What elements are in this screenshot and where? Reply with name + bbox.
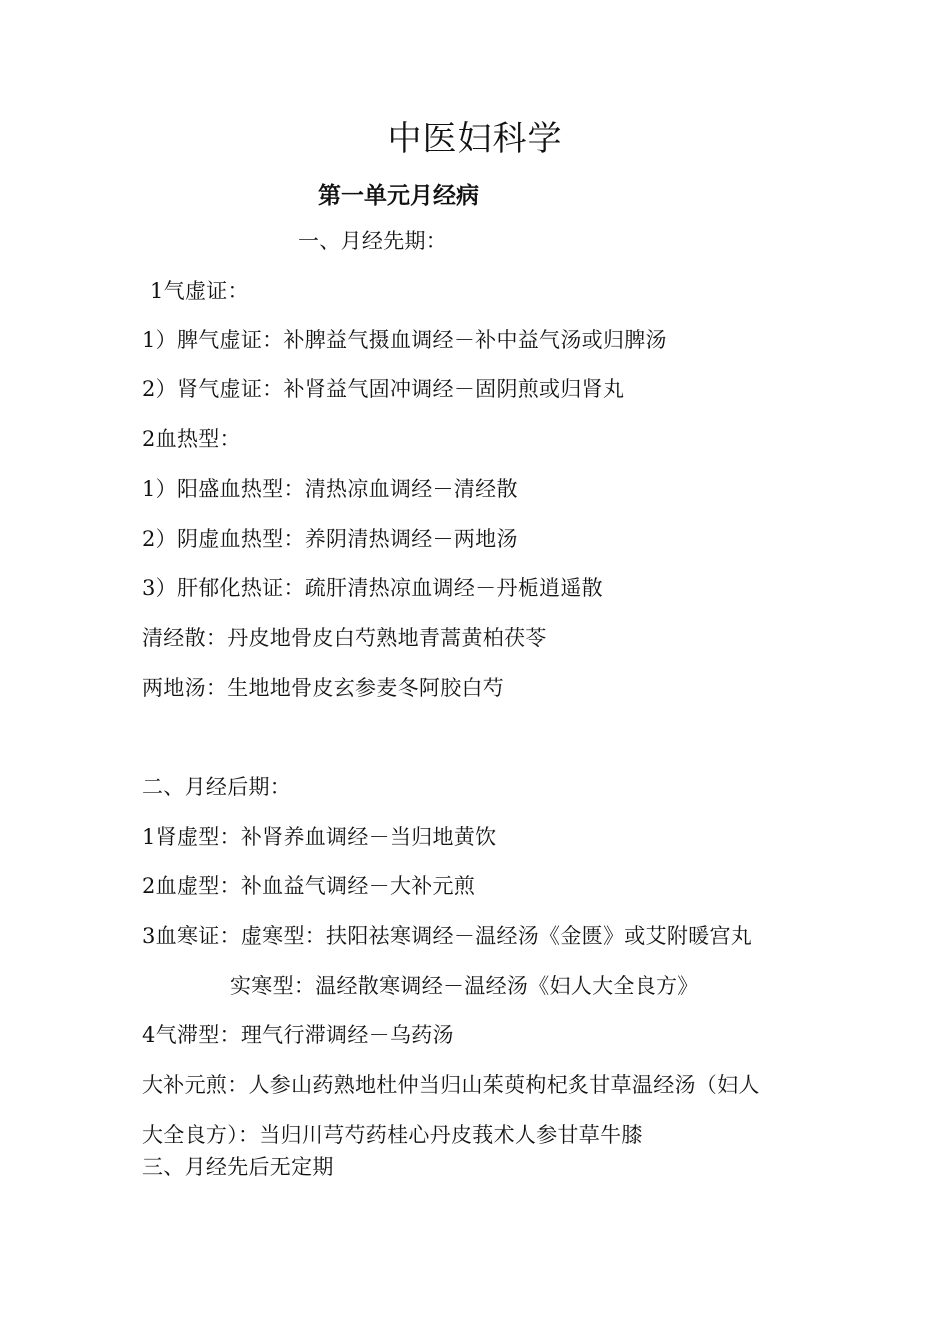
document-title: 中医妇科学	[387, 119, 563, 159]
text-line: 2）阴虚血热型：养阴清热调经－两地汤	[142, 527, 518, 551]
text-line: 1）阳盛血热型：清热凉血调经－清经散	[142, 477, 518, 501]
text-line: 4气滞型：理气行滞调经－乌药汤	[142, 1023, 454, 1047]
text-line: 大全良方）：当归川芎芍药桂心丹皮莪术人参甘草牛膝	[142, 1123, 643, 1147]
section-heading: 一、月经先期：	[298, 229, 448, 253]
text-line: 2血虚型：补血益气调经－大补元煎	[142, 874, 476, 898]
text-line: 1）脾气虚证：补脾益气摄血调经－补中益气汤或归脾汤	[142, 328, 667, 352]
text-line: 实寒型：温经散寒调经－温经汤《妇人大全良方》	[230, 974, 699, 998]
text-line: 大补元煎：人参山药熟地杜仲当归山茱萸枸杞炙甘草温经汤（妇人	[142, 1073, 760, 1097]
text-line: 1肾虚型：补肾养血调经－当归地黄饮	[142, 825, 497, 849]
section-heading: 三、月经先后无定期	[142, 1155, 334, 1179]
text-line: 两地汤：生地地骨皮玄参麦冬阿胶白芍	[142, 676, 505, 700]
text-line: 3）肝郁化热证：疏肝清热凉血调经－丹栀逍遥散	[142, 576, 603, 600]
text-line: 3血寒证：虚寒型：扶阳祛寒调经－温经汤《金匮》或艾附暖宫丸	[142, 924, 753, 948]
text-line: 2血热型：	[142, 427, 241, 451]
text-line: 2）肾气虚证：补肾益气固冲调经－固阴煎或归肾丸	[142, 377, 625, 401]
section-heading: 二、月经后期：	[142, 775, 292, 799]
unit-heading: 第一单元月经病	[318, 183, 479, 209]
text-line: 1气虚证：	[150, 279, 249, 303]
text-line: 清经散：丹皮地骨皮白芍熟地青蒿黄柏茯苓	[142, 626, 547, 650]
